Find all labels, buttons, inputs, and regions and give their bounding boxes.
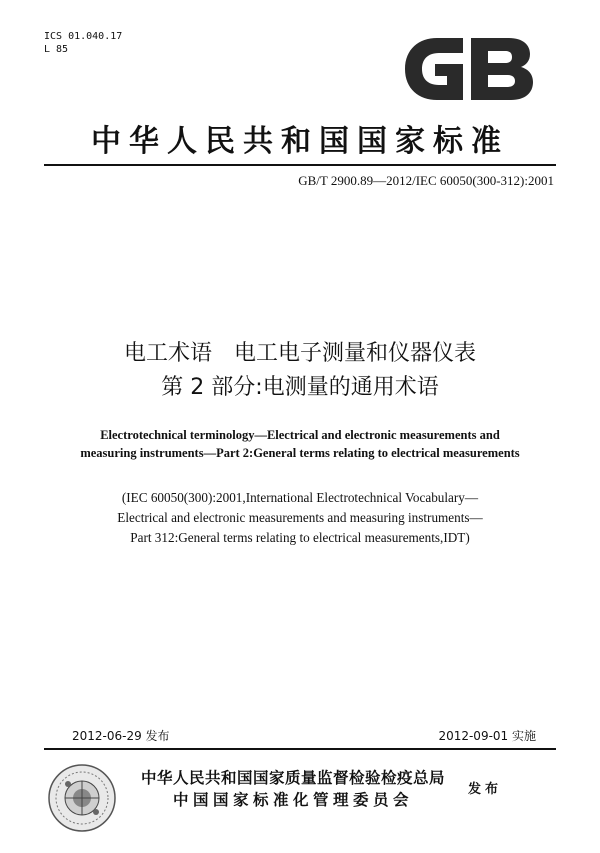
identical-reference-line-1: (IEC 60050(300):2001,International Electrotechnical Vocabulary— (121, 490, 479, 505)
gb-logo (397, 34, 537, 104)
top-divider (44, 164, 556, 166)
issuer-line-1: 中华人民共和国国家质量监督检验检疫总局 (140, 769, 445, 787)
issue-date: 2012-06-29 发布 (72, 729, 170, 743)
org-title: 中华人民共和国国家标准 (91, 124, 509, 159)
bottom-divider (44, 748, 556, 750)
standard-number: GB/T 2900.89—2012/IEC 60050(300-312):2001 (298, 173, 554, 188)
ccs-code: L 85 (44, 44, 69, 55)
english-title-line-1: Electrotechnical terminology—Electrical and electronic measurements and (100, 428, 500, 442)
implementation-date: 2012-09-01 实施 (438, 729, 536, 743)
english-title-line-2: measuring instruments—Part 2:General terms relating to electrical measurements (80, 446, 520, 460)
chinese-title-line-2: 第 2 部分:电测量的通用术语 (161, 375, 439, 400)
identical-reference-line-3: Part 312:General terms relating to electrical measurements,IDT) (130, 530, 470, 545)
identical-reference-line-2: Electrical and electronic measurements and measuring instruments— (117, 510, 483, 525)
publish-label: 发布 (468, 782, 503, 797)
seal-icon (46, 762, 118, 834)
issuer-line-2: 中国国家标准化管理委员会 (172, 791, 413, 809)
ics-code: ICS 01.040.17 (44, 31, 123, 42)
chinese-title-line-1: 电工术语 电工电子测量和仪器仪表 (123, 341, 476, 366)
classification-block (44, 30, 122, 56)
